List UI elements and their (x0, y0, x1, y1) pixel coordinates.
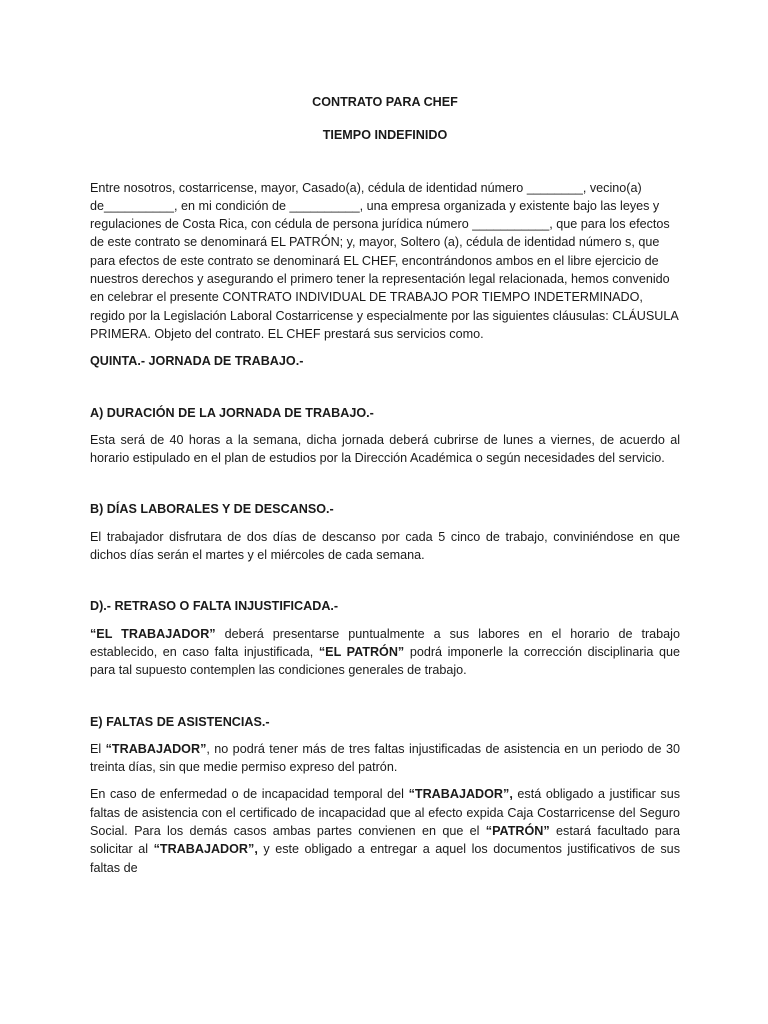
intro-paragraph: Entre nosotros, costarricense, mayor, Casado(a), cédula de identidad número ________, vecino(a) de__________, en mi condición de __________, una empresa organizada y existente bajo las leyes y regulaciones de Costa Rica, con cédula de persona jurídica número ___________, que para los efectos de este contrato se denominará EL PATRÓN; y, mayor, Soltero (a), cédula de identidad número s, que para efectos de este contrato se denominará EL CHEF, encontrándonos ambos en el libre ejercicio de nuestros derechos y asegurando el primero tener la representación legal relacionada, hemos convenido en celebrar el presente CONTRATO INDIVIDUAL DE TRABAJO POR TIEMPO INDETERMINADO, regido por la Legislación Laboral Costarricense y especialmente por las siguientes cláusulas: CLÁUSULA PRIMERA. Objeto del contrato. EL CHEF prestará sus servicios como. (90, 180, 679, 341)
section-quinta-heading: QUINTA.- JORNADA DE TRABAJO.- (90, 354, 304, 369)
document-page (90, 93, 680, 877)
paragraph-text: El (90, 741, 106, 756)
section-d-heading: D).- RETRASO O FALTA INJUSTIFICADA.- (90, 599, 339, 614)
section-d-paragraph (90, 625, 680, 680)
bold-term: “TRABAJADOR”, (153, 842, 258, 857)
section-b-heading: B) DÍAS LABORALES Y DE DESCANSO.- (90, 502, 334, 517)
paragraph-text: está obligado a justificar sus faltas de asistencia con el certificado de incapacidad que al efecto expida Caja Costarricense del Seguro Social. Para los demás casos ambas partes convienen en que el (90, 787, 680, 839)
paragraph-text: deberá presentarse puntualmente a sus labores en el horario de trabajo establecido, en caso falta injustificada, (90, 626, 680, 659)
paragraph-text: En caso de enfermedad o de incapacidad temporal del (90, 787, 409, 802)
section-e-paragraph-1 (90, 740, 680, 777)
document-subtitle: TIEMPO INDEFINIDO (322, 128, 448, 143)
section-a-paragraph: Esta será de 40 horas a la semana, dicha jornada deberá cubrirse de lunes a viernes, de acuerdo al horario estipulado en el plan de estudios por la Dirección Académica o según necesidades del servicio. (90, 432, 680, 466)
paragraph-text: podrá imponerle la corrección disciplinaria que para tal supuesto contemplen las condiciones generales de trabajo. (90, 644, 680, 678)
section-e-heading: E) FALTAS DE ASISTENCIAS.- (90, 714, 270, 729)
bold-term: “EL PATRÓN” (318, 644, 405, 659)
bold-term: “PATRÓN” (485, 824, 550, 839)
paragraph-text: y este obligado a entregar a aquel los documentos justificativos de sus faltas de (90, 842, 680, 875)
document-title: CONTRATO PARA CHEF (312, 95, 458, 109)
bold-term: “EL TRABAJADOR” (90, 626, 216, 641)
paragraph-text: estará facultado para solicitar al (90, 824, 680, 857)
section-a-heading: A) DURACIÓN DE LA JORNADA DE TRABAJO.- (90, 405, 374, 420)
section-e-paragraph-2 (90, 785, 680, 876)
paragraph-text: , no podrá tener más de tres faltas injustificadas de asistencia en un periodo de 30 treinta días, sin que medie permiso expreso del patrón. (90, 741, 680, 775)
section-b-paragraph: El trabajador disfrutara de dos días de descanso por cada 5 cinco de trabajo, conviniéndose en que dichos días serán el martes y el miércoles de cada semana. (90, 529, 680, 563)
bold-term: “TRABAJADOR” (105, 741, 207, 756)
bold-term: “TRABAJADOR”, (408, 787, 513, 802)
